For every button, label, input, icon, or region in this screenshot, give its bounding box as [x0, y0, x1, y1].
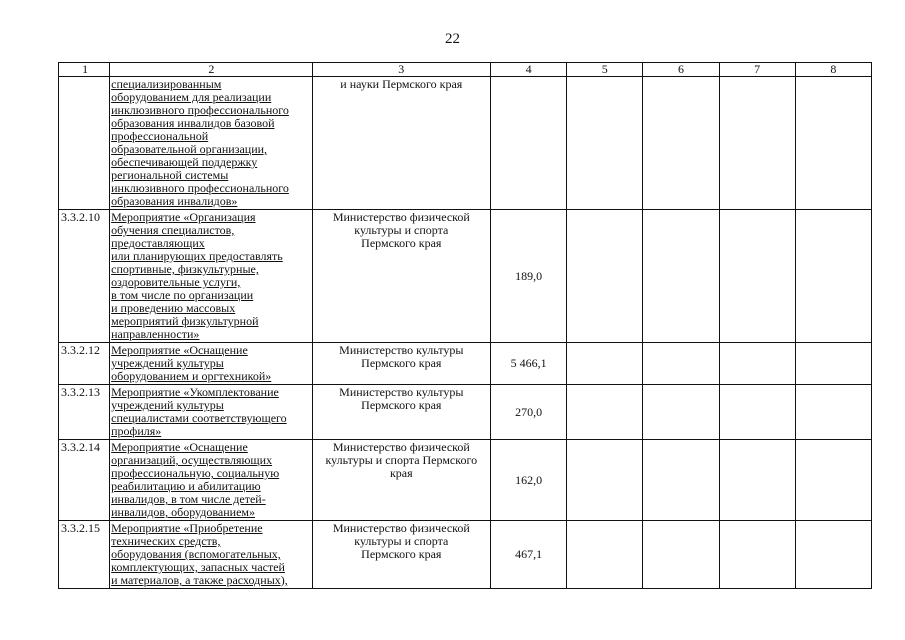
- measure-line: оборудованием для реализации: [111, 90, 272, 104]
- measure-line: мероприятий физкультурной: [111, 314, 259, 328]
- table-row: [59, 385, 872, 440]
- table-row: [59, 210, 872, 343]
- empty-cell-col-8: [795, 77, 871, 210]
- header-col-6: 6: [643, 63, 719, 77]
- executor-line: культуры и спорта: [354, 534, 449, 548]
- empty-cell-col-5: [567, 521, 643, 589]
- table-row: [59, 521, 872, 589]
- measure-line: организаций, осуществляющих: [111, 453, 273, 467]
- measure-line: и проведению массовых: [111, 301, 236, 315]
- executor-line: Пермского края: [361, 398, 442, 412]
- table-row: [59, 343, 872, 385]
- empty-cell-col-6: [643, 440, 719, 521]
- empty-cell-col-8: [795, 385, 871, 440]
- measure-line: реабилитацию и абилитацию: [111, 479, 261, 493]
- executor-line: Министерство культуры: [339, 385, 464, 399]
- amount-cell: [491, 77, 567, 210]
- executor-line: культуры и спорта Пермского: [325, 453, 478, 467]
- empty-cell-col-8: [795, 343, 871, 385]
- measure-line: направленности»: [111, 327, 200, 341]
- executor-cell: [312, 385, 490, 440]
- amount-cell: 270,0: [491, 385, 567, 440]
- executor-line: Министерство физической: [332, 210, 470, 224]
- measure-line: профессиональную, социальную: [111, 466, 280, 480]
- executor-line: края: [389, 466, 413, 480]
- measure-code-cell: [59, 77, 110, 210]
- empty-cell-col-6: [643, 343, 719, 385]
- measure-line: инклюзивного профессионального: [111, 181, 289, 195]
- measure-line: Мероприятие «Оснащение: [111, 343, 248, 357]
- measure-code-cell: 3.3.2.12: [59, 343, 110, 385]
- executor-line: Министерство физической: [332, 521, 470, 535]
- page-number: 22: [445, 31, 460, 47]
- measure-line: обеспечивающей поддержку: [111, 155, 258, 169]
- table-row: [59, 77, 872, 210]
- header-col-8: 8: [795, 63, 871, 77]
- measure-line: специалистами соответствующего: [111, 411, 287, 425]
- executor-line: Пермского края: [361, 356, 442, 370]
- empty-cell-col-6: [643, 77, 719, 210]
- measure-code-cell: 3.3.2.15: [59, 521, 110, 589]
- header-col-5: 5: [567, 63, 643, 77]
- measure-line: инклюзивного профессионального: [111, 103, 289, 117]
- measure-line: оздоровительные услуги,: [111, 275, 241, 289]
- measure-code-cell: 3.3.2.10: [59, 210, 110, 343]
- header-row: [59, 63, 872, 77]
- measure-line: и материалов, а также расходных),: [111, 573, 288, 587]
- empty-cell-col-5: [567, 385, 643, 440]
- measure-line: оборудованием и оргтехникой»: [111, 369, 272, 383]
- measure-line: специализированным: [111, 77, 222, 91]
- amount-cell: 162,0: [491, 440, 567, 521]
- empty-cell-col-7: [719, 77, 795, 210]
- measure-line: профессиональной: [111, 129, 209, 143]
- header-col-3: 3: [312, 63, 490, 77]
- measure-line: региональной системы: [111, 168, 229, 182]
- header-col-1: 1: [59, 63, 110, 77]
- measure-line: в том числе по организации: [111, 288, 254, 302]
- executor-line: Министерство культуры: [339, 343, 464, 357]
- empty-cell-col-5: [567, 210, 643, 343]
- executor-line: культуры и спорта: [354, 223, 449, 237]
- measure-line: образовательной организации,: [111, 142, 268, 156]
- measure-line: профиля»: [111, 424, 162, 438]
- measure-line: образования инвалидов базовой: [111, 116, 275, 130]
- measure-line: образования инвалидов»: [111, 194, 238, 208]
- measure-line: спортивные, физкультурные,: [111, 262, 259, 276]
- empty-cell-col-6: [643, 521, 719, 589]
- measure-description-cell: [110, 77, 312, 210]
- measure-description-cell: [110, 385, 312, 440]
- measure-line: Мероприятие «Организация: [111, 210, 256, 224]
- executor-line: Пермского края: [361, 547, 442, 561]
- measure-line: инвалидов, в том числе детей-: [111, 492, 266, 506]
- measure-line: оборудования (вспомогательных,: [111, 547, 281, 561]
- measure-description-cell: [110, 521, 312, 589]
- amount-cell: 189,0: [491, 210, 567, 343]
- empty-cell-col-8: [795, 210, 871, 343]
- program-measures-table: [58, 62, 872, 589]
- header-col-7: 7: [719, 63, 795, 77]
- executor-cell: [312, 77, 490, 210]
- empty-cell-col-5: [567, 343, 643, 385]
- measure-line: предоставляющих: [111, 236, 205, 250]
- measure-line: Мероприятие «Оснащение: [111, 440, 248, 454]
- executor-line: и науки Пермского края: [340, 77, 463, 91]
- executor-cell: [312, 440, 490, 521]
- measure-line: обучения специалистов,: [111, 223, 235, 237]
- empty-cell-col-7: [719, 210, 795, 343]
- executor-line: Пермского края: [361, 236, 442, 250]
- measure-line: или планирующих предоставлять: [111, 249, 283, 263]
- empty-cell-col-7: [719, 343, 795, 385]
- header-col-2: 2: [110, 63, 312, 77]
- empty-cell-col-5: [567, 440, 643, 521]
- empty-cell-col-5: [567, 77, 643, 210]
- measure-description-cell: [110, 440, 312, 521]
- measure-line: Мероприятие «Укомплектование: [111, 385, 279, 399]
- measure-line: технических средств,: [111, 534, 221, 548]
- table-row: [59, 440, 872, 521]
- measure-line: комплектующих, запасных частей: [111, 560, 285, 574]
- executor-cell: [312, 521, 490, 589]
- empty-cell-col-7: [719, 385, 795, 440]
- measure-line: Мероприятие «Приобретение: [111, 521, 263, 535]
- measure-line: учреждений культуры: [111, 398, 224, 412]
- header-col-4: 4: [491, 63, 567, 77]
- measure-description-cell: [110, 343, 312, 385]
- empty-cell-col-7: [719, 521, 795, 589]
- executor-cell: [312, 210, 490, 343]
- measure-code-cell: 3.3.2.13: [59, 385, 110, 440]
- measure-code-cell: 3.3.2.14: [59, 440, 110, 521]
- empty-cell-col-8: [795, 521, 871, 589]
- empty-cell-col-7: [719, 440, 795, 521]
- empty-cell-col-6: [643, 385, 719, 440]
- executor-line: Министерство физической: [332, 440, 470, 454]
- measure-line: инвалидов, оборудованием»: [111, 505, 255, 519]
- empty-cell-col-6: [643, 210, 719, 343]
- amount-cell: 5 466,1: [491, 343, 567, 385]
- measure-line: учреждений культуры: [111, 356, 224, 370]
- amount-cell: 467,1: [491, 521, 567, 589]
- executor-cell: [312, 343, 490, 385]
- empty-cell-col-8: [795, 440, 871, 521]
- measure-description-cell: [110, 210, 312, 343]
